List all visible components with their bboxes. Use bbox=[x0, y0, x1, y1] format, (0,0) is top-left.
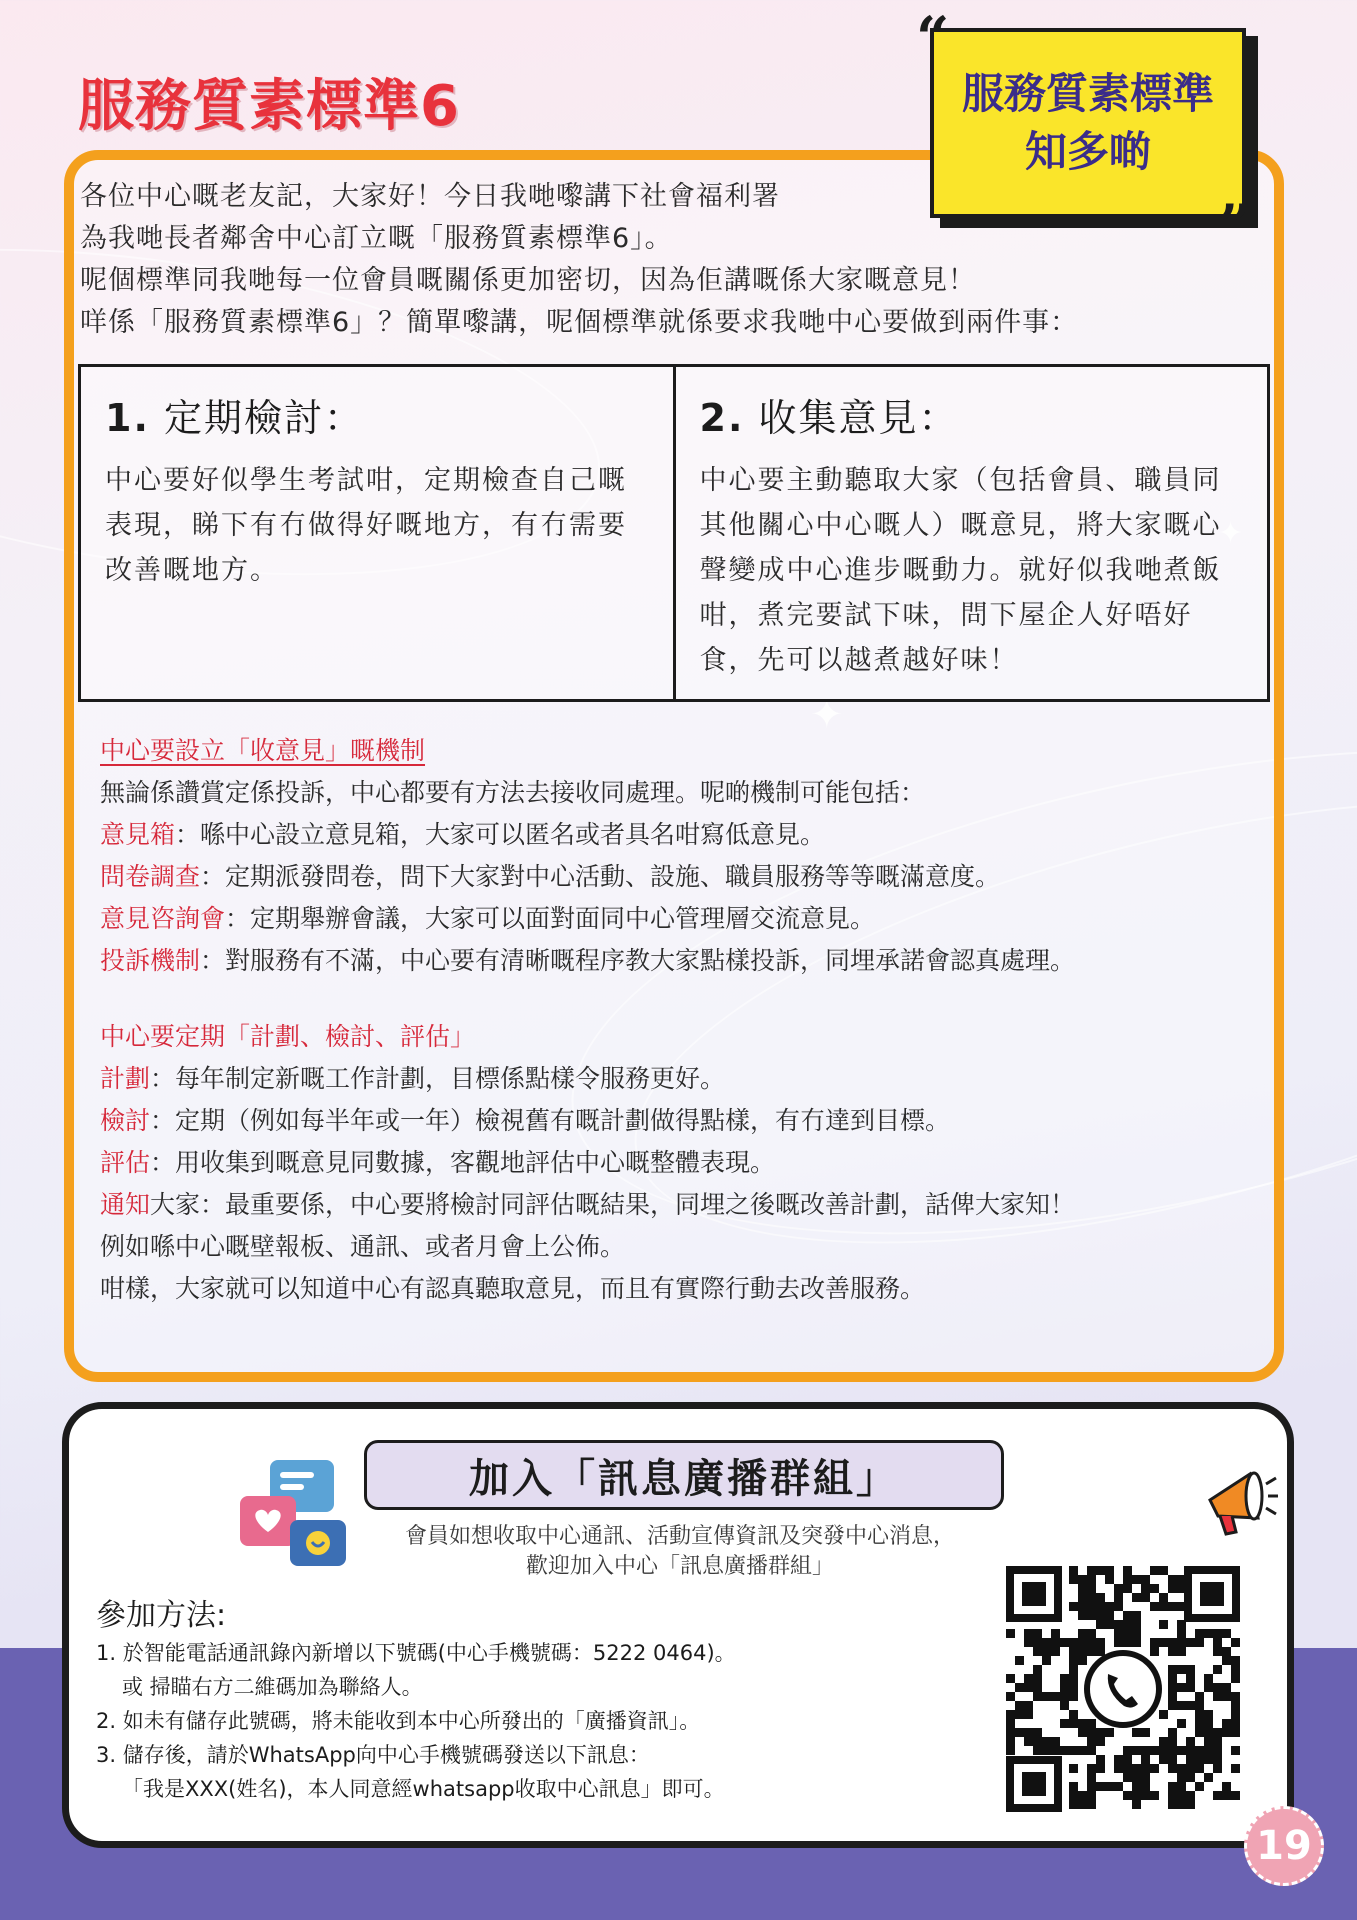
two-point-box bbox=[78, 364, 1270, 702]
intro-line: 咩係「服務質素標準6」？簡單嚟講，呢個標準就係要求我哋中心要做到兩件事： bbox=[80, 307, 1079, 338]
intro-text bbox=[80, 176, 1280, 344]
section-heading: 中心要設立「收意見」嘅機制 bbox=[100, 736, 426, 765]
intro-line: 為我哋長者鄰舍中心訂立嘅「服務質素標準6」。 bbox=[80, 223, 673, 254]
step-line: 2. 如未有儲存此號碼，將未能收到本中心所發出的「廣播資訊」。 bbox=[96, 1709, 701, 1733]
point-number: 1. bbox=[105, 396, 150, 440]
close-quote-icon: ” bbox=[1218, 192, 1252, 260]
broadcast-group-title: 加入「訊息廣播群組」 bbox=[469, 1455, 899, 1502]
chat-bubbles-icon bbox=[234, 1456, 354, 1576]
sparkle-icon: ✦ bbox=[810, 692, 844, 738]
broadcast-description bbox=[350, 1522, 1010, 1582]
broadcast-description-line: 會員如想收取中心通訊、活動宣傳資訊及突發中心消息， bbox=[404, 1524, 955, 1549]
page-title: 服務質素標準6 bbox=[78, 74, 460, 139]
megaphone-icon bbox=[1200, 1462, 1280, 1538]
point-collect-opinions bbox=[673, 367, 1268, 699]
step-line: 或 掃瞄右方二維碼加為聯絡人。 bbox=[122, 1675, 423, 1699]
section-line: 例如喺中心嘅壁報板、通訊、或者月會上公佈。 bbox=[100, 1232, 626, 1261]
sparkle-icon: ✦ bbox=[1218, 516, 1244, 551]
section-line: 投訴機制：對服務有不滿，中心要有清晰嘅程序教大家點樣投訴，同埋承諾會認真處理。 bbox=[100, 946, 1076, 975]
point-title bbox=[700, 387, 1244, 442]
mechanism-section bbox=[100, 730, 1280, 982]
step-line: 1. 於智能電話通訊錄內新增以下號碼(中心手機號碼：5222 0464)。 bbox=[96, 1641, 736, 1665]
intro-line: 呢個標準同我哋每一位會員嘅關係更加密切，因為佢講嘅係大家嘅意見！ bbox=[80, 265, 976, 296]
step-line: 3. 儲存後，請於WhatsApp向中心手機號碼發送以下訊息： bbox=[96, 1743, 650, 1767]
point-heading: 定期檢討： bbox=[163, 396, 364, 440]
section-line: 意見箱：喺中心設立意見箱，大家可以匿名或者具名咁寫低意見。 bbox=[100, 820, 826, 849]
steps-title: 參加方法: bbox=[96, 1598, 227, 1633]
step-line: 「我是XXX(姓名)，本人同意經whatsapp收取中心訊息」即可。 bbox=[122, 1777, 725, 1801]
intro-line: 各位中心嘅老友記，大家好！今日我哋嚟講下社會福利署 bbox=[80, 181, 780, 212]
page-number-badge: 19 bbox=[1244, 1806, 1324, 1886]
section-heading: 中心要定期「計劃、檢討、評估」 bbox=[100, 1022, 476, 1051]
section-line: 咁樣，大家就可以知道中心有認真聽取意見，而且有實際行動去改善服務。 bbox=[100, 1274, 926, 1303]
whatsapp-qr-code[interactable] bbox=[1002, 1562, 1244, 1816]
broadcast-group-title-pill bbox=[364, 1440, 1004, 1510]
point-body: 中心要主動聽取大家（包括會員、職員同其他關心中心嘅人）嘅意見，將大家嘅心聲變成中心進步嘅動力。就好似我哋煮飯咁，煮完要試下味，問下屋企人好唔好食，先可以越煮越好味！ bbox=[699, 465, 1222, 676]
section-line: 無論係讚賞定係投訴，中心都要有方法去接收同處理。呢啲機制可能包括： bbox=[100, 778, 926, 807]
point-heading: 收集意見： bbox=[758, 396, 959, 440]
section-line: 計劃：每年制定新嘅工作計劃，目標係點樣令服務更好。 bbox=[100, 1064, 726, 1093]
broadcast-description-line: 歡迎加入中心「訊息廣播群組」 bbox=[525, 1554, 834, 1579]
point-number: 2. bbox=[699, 396, 745, 440]
point-body: 中心要好似學生考試咁，定期檢查自己嘅表現，睇下有冇做得好嘅地方，有冇需要改善嘅地方。 bbox=[105, 465, 627, 586]
point-title bbox=[105, 387, 649, 442]
review-section bbox=[100, 1016, 1280, 1310]
open-quote-icon: “ bbox=[916, 4, 950, 72]
section-line: 評估：用收集到嘅意見同數據，客觀地評估中心嘅整體表現。 bbox=[100, 1148, 776, 1177]
section-line: 檢討：定期（例如每半年或一年）檢視舊有嘅計劃做得點樣，有冇達到目標。 bbox=[100, 1106, 951, 1135]
badge-text: 服務質素標準 知多啲 bbox=[961, 69, 1214, 176]
section-line: 通知大家：最重要係，中心要將檢討同評估嘅結果，同埋之後嘅改善計劃，話俾大家知！ bbox=[100, 1190, 1076, 1219]
point-periodic-review bbox=[81, 367, 673, 699]
section-line: 問卷調查：定期派發問卷，問下大家對中心活動、設施、職員服務等等嘅滿意度。 bbox=[100, 862, 1001, 891]
steps-list bbox=[96, 1636, 916, 1806]
section-line: 意見咨詢會：定期舉辦會議，大家可以面對面同中心管理層交流意見。 bbox=[100, 904, 876, 933]
